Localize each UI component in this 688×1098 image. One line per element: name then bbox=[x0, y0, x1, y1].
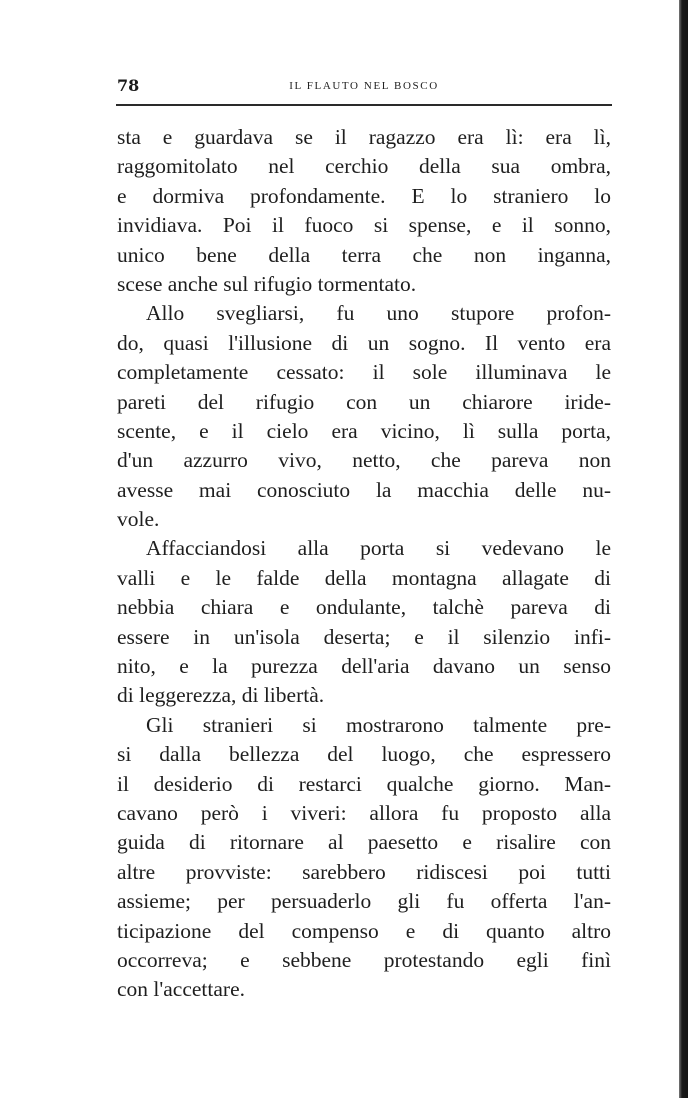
text-line: scese anche sul rifugio tormentato. bbox=[117, 271, 417, 296]
header-rule bbox=[116, 104, 612, 106]
text-line: guida di ritornare al paesetto e risalire con bbox=[117, 830, 611, 855]
body-text bbox=[117, 123, 611, 1005]
text-line: essere in un'isola deserta; e il silenzio infi- bbox=[117, 624, 611, 649]
text-line: nebbia chiara e ondulante, talchè pareva di bbox=[117, 595, 611, 620]
text-line: completamente cessato: il sole illuminava le bbox=[117, 360, 611, 385]
text-line: altre provviste: sarebbero ridiscesi poi tutti bbox=[117, 859, 611, 884]
text-line: avesse mai conosciuto la macchia delle nu- bbox=[117, 477, 611, 502]
text-line: si dalla bellezza del luogo, che espressero bbox=[117, 742, 611, 767]
text-line: assieme; per persuaderlo gli fu offerta l'an- bbox=[117, 889, 611, 914]
text-line: do, quasi l'illusione di un sogno. Il vento era bbox=[117, 330, 611, 355]
text-line: cavano però i viveri: allora fu proposto alla bbox=[117, 800, 611, 825]
text-line: unico bene della terra che non inganna, bbox=[117, 242, 611, 267]
text-line: vole. bbox=[117, 507, 160, 532]
paragraph bbox=[117, 534, 611, 710]
text-line: scente, e il cielo era vicino, lì sulla porta, bbox=[117, 418, 611, 443]
book-spine-edge bbox=[679, 0, 688, 1098]
text-line: Allo svegliarsi, fu uno stupore profon- bbox=[146, 301, 611, 326]
paragraph bbox=[117, 123, 611, 299]
text-line: sta e guardava se il ragazzo era lì: era lì, bbox=[117, 125, 611, 149]
text-line: Gli stranieri si mostrarono talmente pre- bbox=[146, 712, 611, 737]
text-line: con l'accettare. bbox=[117, 977, 246, 1002]
text-line: pareti del rifugio con un chiarore iride- bbox=[117, 389, 611, 414]
text-line: d'un azzurro vivo, netto, che pareva non bbox=[117, 448, 611, 473]
text-line: raggomitolato nel cerchio della sua ombra, bbox=[117, 154, 611, 179]
page-header bbox=[117, 76, 611, 98]
text-line: invidiava. Poi il fuoco si spense, e il sonno, bbox=[117, 213, 611, 238]
running-title: IL FLAUTO NEL BOSCO bbox=[289, 80, 439, 92]
text-line: occorreva; e sebbene protestando egli finì bbox=[117, 947, 611, 972]
text-line: ticipazione del compenso e di quanto altro bbox=[117, 918, 611, 943]
text-line: Affacciandosi alla porta si vedevano le bbox=[146, 536, 611, 561]
text-line: il desiderio di restarci qualche giorno. Man- bbox=[117, 771, 611, 796]
text-line: e dormiva profondamente. E lo straniero lo bbox=[117, 183, 611, 208]
text-line: valli e le falde della montagna allagate di bbox=[117, 565, 611, 590]
paragraph bbox=[117, 711, 611, 1005]
text-line: di leggerezza, di libertà. bbox=[117, 683, 325, 708]
page-number: 78 bbox=[117, 76, 140, 95]
text-line: nito, e la purezza dell'aria davano un senso bbox=[117, 654, 611, 679]
paragraph bbox=[117, 299, 611, 534]
